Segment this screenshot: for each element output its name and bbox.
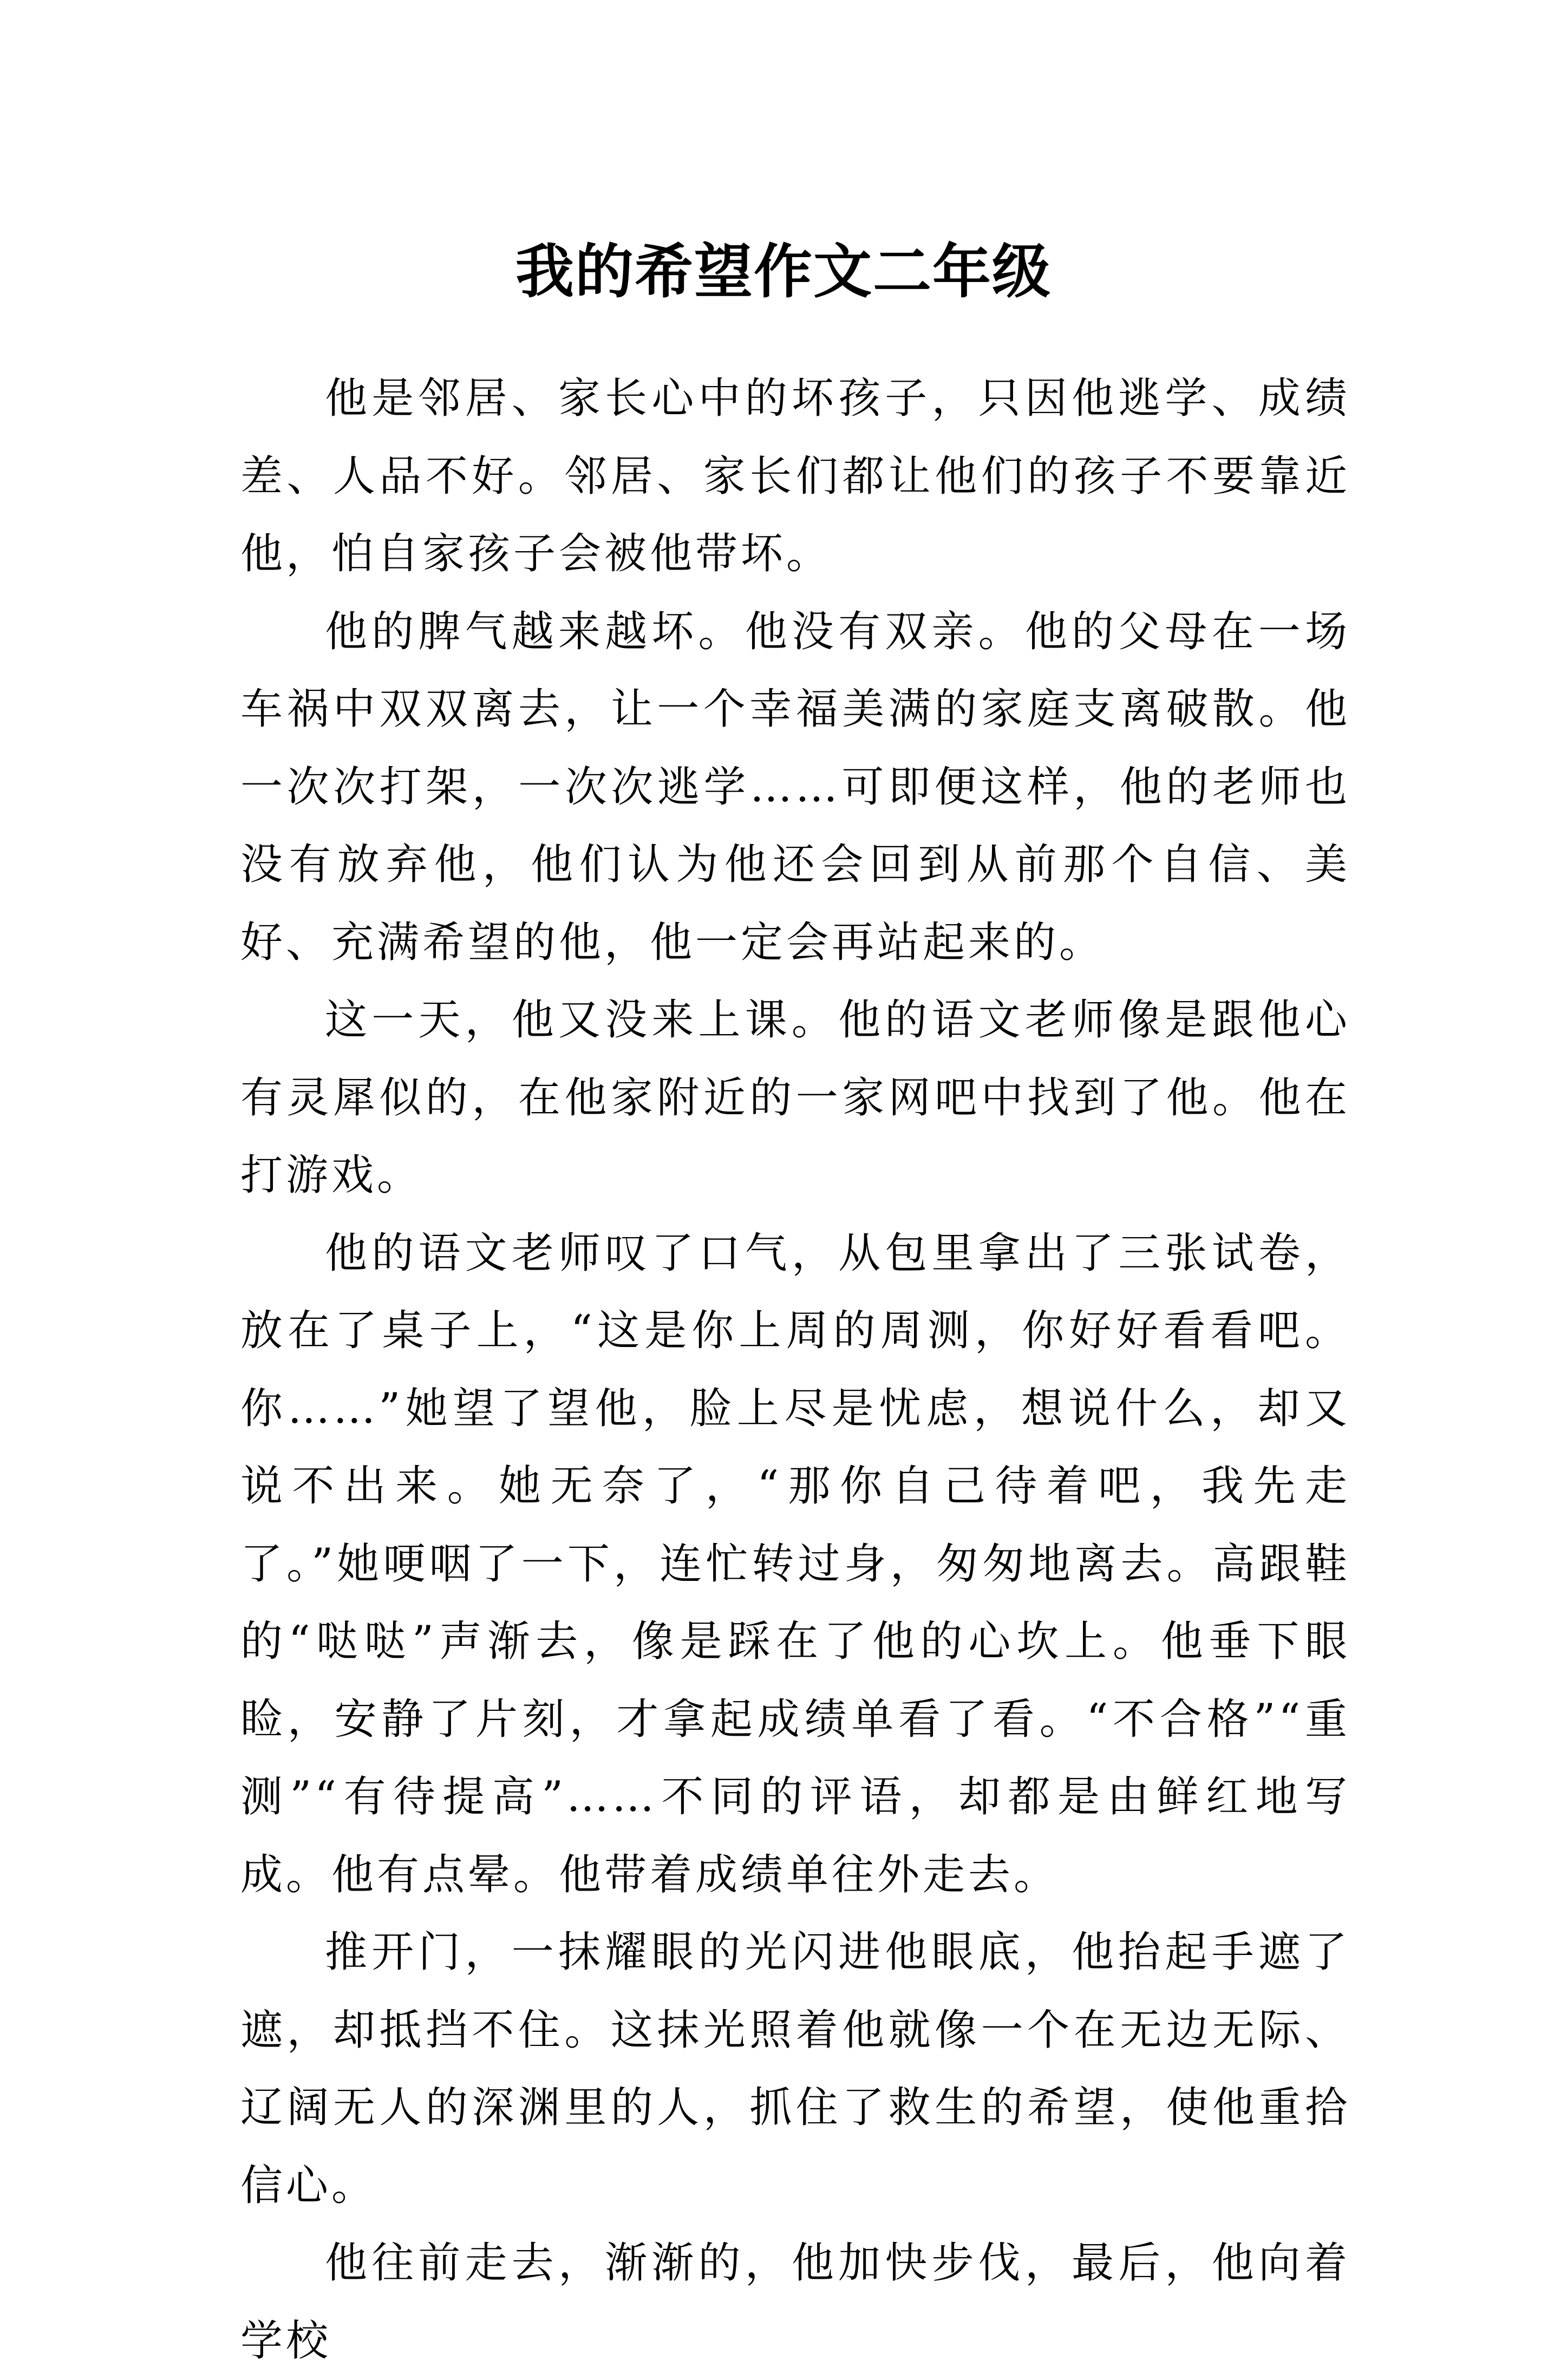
document-body <box>240 360 1350 2380</box>
paragraph: 他的脾气越来越坏。他没有双亲。他的父母在一场车祸中双双离去，让一个幸福美满的家庭支离破散。他一次次打架，一次次逃学……可即便这样，他的老师也没有放弃他，他们认为他还会回到从前那个自信、美好、充满希望的他，他一定会再站起来的。 <box>240 607 1350 967</box>
paragraph: 他往前走去，渐渐的，他加快步伐，最后，他向着学校 <box>240 2239 1350 2365</box>
document-title: 我的希望作文二年级 <box>515 238 1052 306</box>
paragraph: 推开门，一抹耀眼的光闪进他眼底，他抬起手遮了遮，却抵挡不住。这抹光照着他就像一个在无边无际、辽阔无人的深渊里的人，抓住了救生的希望，使他重拾信心。 <box>240 1928 1350 2210</box>
paragraph: 这一天，他又没来上课。他的语文老师像是跟他心有灵犀似的，在他家附近的一家网吧中找到了他。他在打游戏。 <box>240 996 1350 1200</box>
paragraph: 他的语文老师叹了口气，从包里拿出了三张试卷，放在了桌子上，“这是你上周的周测，你好好看看吧。你……”她望了望他，脸上尽是忧虑，想说什么，却又说不出来。她无奈了，“那你自己待着吧，我先走了。”她哽咽了一下，连忙转过身，匆匆地离去。高跟鞋的“哒哒”声渐去，像是踩在了他的心坎上。他垂下眼睑，安静了片刻，才拿起成绩单看了看。“不合格”“重测”“有待提高”……不同的评语，却都是由鲜红地写成。他有点晕。他带着成绩单往外走去。 <box>240 1228 1350 1899</box>
paragraph: 他是邻居、家长心中的坏孩子，只因他逃学、成绩差、人品不好。邻居、家长们都让他们的孩子不要靠近他，怕自家孩子会被他带坏。 <box>240 374 1350 578</box>
